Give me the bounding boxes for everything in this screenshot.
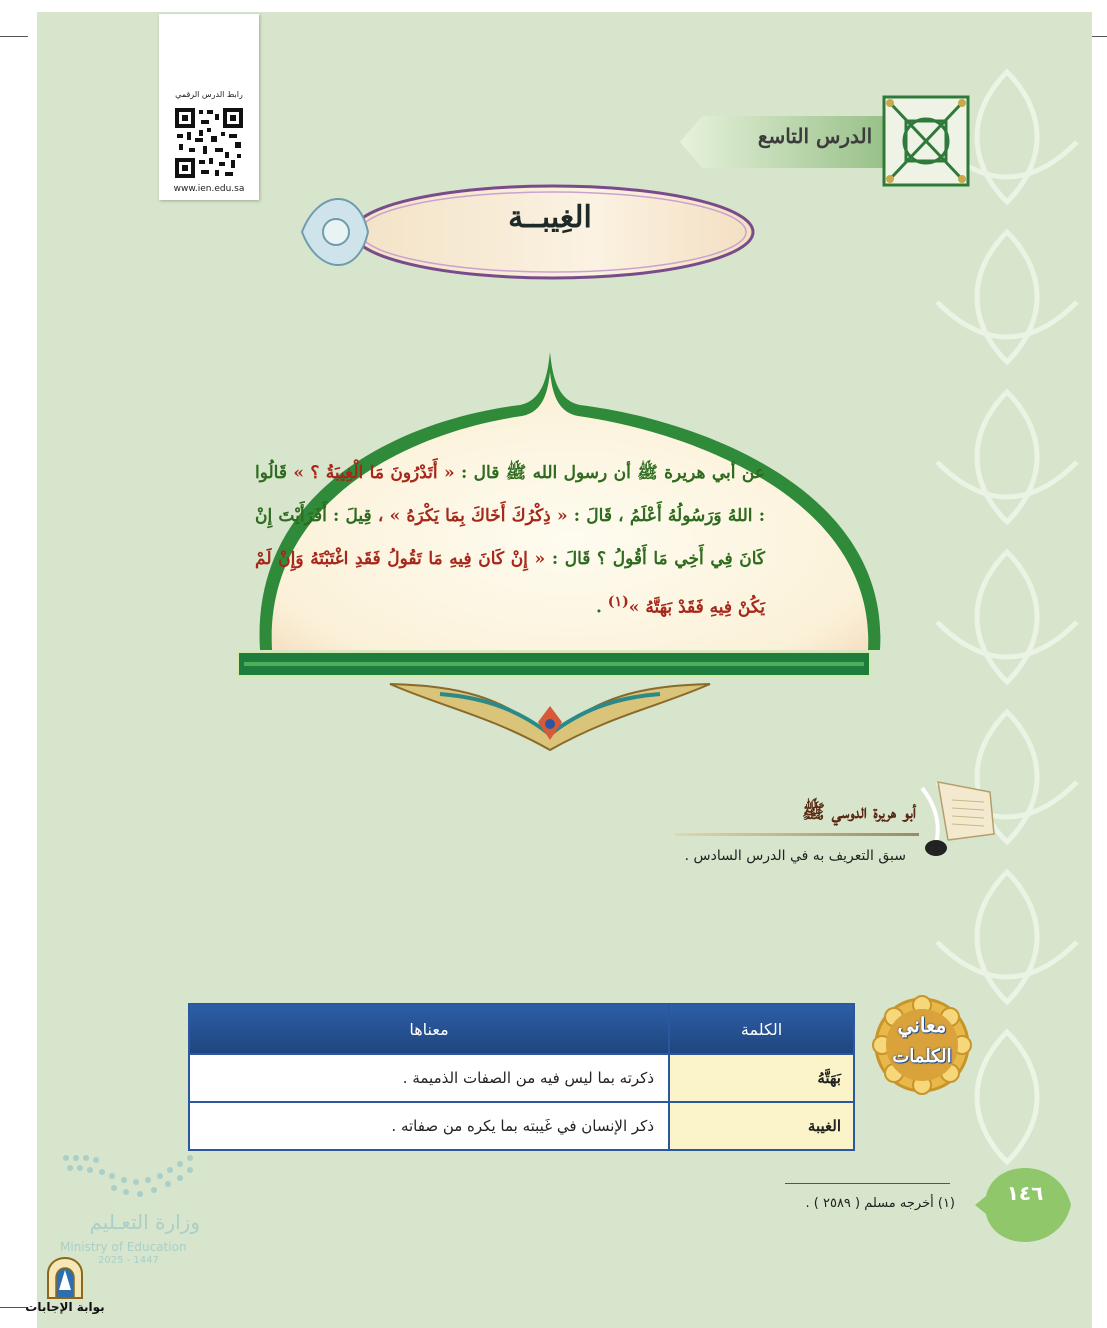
ministry-year: 2025 - 1447 — [98, 1255, 159, 1266]
vocab-meaning: ذكرته بما ليس فيه من الصفات الذميمة . — [189, 1054, 669, 1102]
table-row — [189, 1102, 854, 1150]
ministry-name-en: Ministry of Education — [60, 1240, 187, 1254]
qr-card[interactable] — [159, 14, 259, 200]
hadith-quote-1: « أَتَدْرُونَ مَا الْغِيبَةُ ؟ » — [293, 463, 455, 483]
hadith-text — [255, 452, 765, 630]
footnote-rule — [785, 1183, 950, 1184]
qr-url: www.ien.edu.sa — [173, 184, 245, 194]
footnote-ref[interactable]: (١) — [607, 594, 629, 610]
qr-title: رابط الدرس الرقمي — [175, 90, 243, 99]
qr-code-icon[interactable] — [175, 108, 243, 178]
hadith-quote-2: « ذِكْرُكَ أَخَاكَ بِمَا يَكْرَهُ » ، — [377, 506, 568, 526]
lesson-tile-ornament — [882, 95, 970, 187]
footnote: (١) أخرجه مسلم ( ٢٥٨٩ ) . — [805, 1196, 955, 1211]
vocab-badge-line1: معاني — [897, 1013, 947, 1037]
lesson-label: الدرس التاسع — [757, 124, 873, 148]
quill-icon — [918, 778, 998, 858]
page-number-tab — [975, 1160, 1075, 1250]
vocab-badge-icon — [872, 995, 972, 1095]
table-row — [189, 1054, 854, 1102]
header-word: الكلمة — [669, 1004, 854, 1054]
ministry-logo-icon — [62, 1152, 198, 1200]
hadith-speech-1: قَالُوا : اللهُ وَرَسُولُهُ أَعْلَمُ ، قَالَ : — [255, 463, 766, 526]
page-number: ١٤٦ — [1006, 1181, 1044, 1205]
vocab-meaning: ذكر الإنسان في غَيبته بما يكره من صفاته . — [189, 1102, 669, 1150]
ministry-name-ar: وزارة التعـليم — [89, 1210, 200, 1234]
portal-logo-icon[interactable] — [44, 1256, 86, 1300]
narrator-name: أبو هريرة الدوسي ﷺ — [802, 801, 916, 823]
crop-mark — [0, 1307, 28, 1308]
lesson-title: الغِيبــة — [508, 200, 592, 235]
hadith-quote-3: « إِنْ كَانَ فِيهِ مَا تَقُولُ فَقَدِ اغْتَبْتَهُ وَإِنْ لَمْ يَكُنْ فِيهِ فَقَدْ بَهَتَّهُ » — [255, 549, 765, 618]
table-header-row — [189, 1004, 854, 1054]
portal-label[interactable]: بوابة الإجابات — [25, 1300, 105, 1314]
vocab-word: الغيبة — [669, 1102, 854, 1150]
narrator-note: سبق التعريف به في الدرس السادس . — [684, 848, 906, 864]
crop-mark — [0, 36, 28, 37]
header-meaning: معناها — [189, 1004, 669, 1054]
vocab-badge-line2: الكلمات — [892, 1046, 952, 1067]
vocab-word: بَهَتَّهُ — [669, 1054, 854, 1102]
hadith-end: . — [595, 597, 608, 618]
hadith-intro: عن أبي هريرة ﷺ أن رسول الله ﷺ قال : — [461, 463, 765, 483]
bottom-ornament — [380, 676, 720, 756]
side-ornament — [927, 32, 1092, 1328]
narrator-divider — [675, 833, 919, 836]
hadith-speech-2: قِيلَ : أَفَرَأَيْتَ إِنْ كَانَ فِي أَخِي مَا أَقُولُ ؟ قَالَ : — [255, 506, 766, 569]
vocab-table — [188, 1003, 855, 1151]
